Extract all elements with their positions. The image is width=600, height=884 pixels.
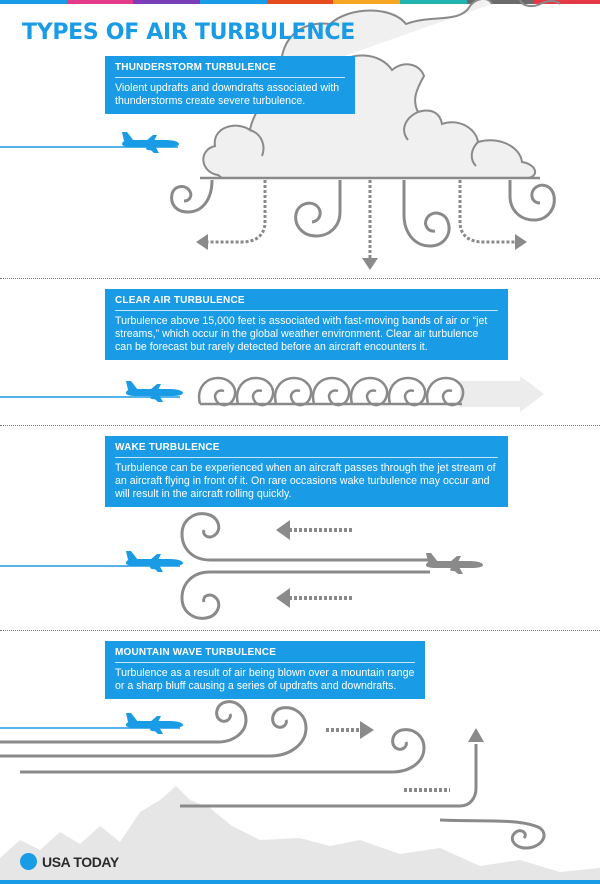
section-heading: THUNDERSTORM TURBULENCE: [115, 62, 345, 78]
wake-diagram: [0, 514, 483, 619]
section-body: Turbulence can be experienced when an aircraft passes through the jet stream of an aircraft flying in front of it. On rare occasions wake turbulence may occur and will result in the aircraft rolling quickly.: [115, 462, 496, 500]
brand-name: USA TODAY: [42, 853, 119, 870]
airplane-icon: [126, 713, 183, 734]
airplane-icon: [122, 132, 179, 153]
bottom-color-bar: [0, 880, 600, 884]
mountain-wave-info-box: [105, 641, 425, 699]
section-body: Violent updrafts and downdrafts associated with thunderstorms create severe turbulence.: [115, 82, 340, 107]
wake-info-box: [105, 436, 508, 507]
brand-dot-icon: [20, 853, 37, 870]
brand-logo: [20, 853, 119, 870]
clear-air-diagram: [0, 376, 544, 412]
section-divider: [0, 278, 600, 279]
thunderstorm-info-box: [105, 56, 355, 114]
section-heading: MOUNTAIN WAVE TURBULENCE: [115, 647, 415, 663]
airplane-icon: [126, 551, 183, 572]
section-body: Turbulence as a result of air being blown over a mountain range or a sharp bluff causing a series of updrafts and downdrafts.: [115, 667, 415, 692]
section-divider: [0, 425, 600, 426]
airplane-icon: [126, 381, 183, 402]
section-heading: CLEAR AIR TURBULENCE: [115, 295, 498, 311]
section-divider: [0, 630, 600, 631]
clear-air-info-box: [105, 289, 508, 360]
section-heading: WAKE TURBULENCE: [115, 442, 498, 458]
section-body: Turbulence above 15,000 feet is associated with fast-moving bands of air or “jet streams,” which occur in the global weather environment. Clear air turbulence can be forecast but rarely detected before an aircraft encounters it.: [115, 315, 488, 353]
page-title: TYPES OF AIR TURBULENCE: [22, 20, 355, 45]
lead-airplane-icon: [426, 553, 483, 574]
